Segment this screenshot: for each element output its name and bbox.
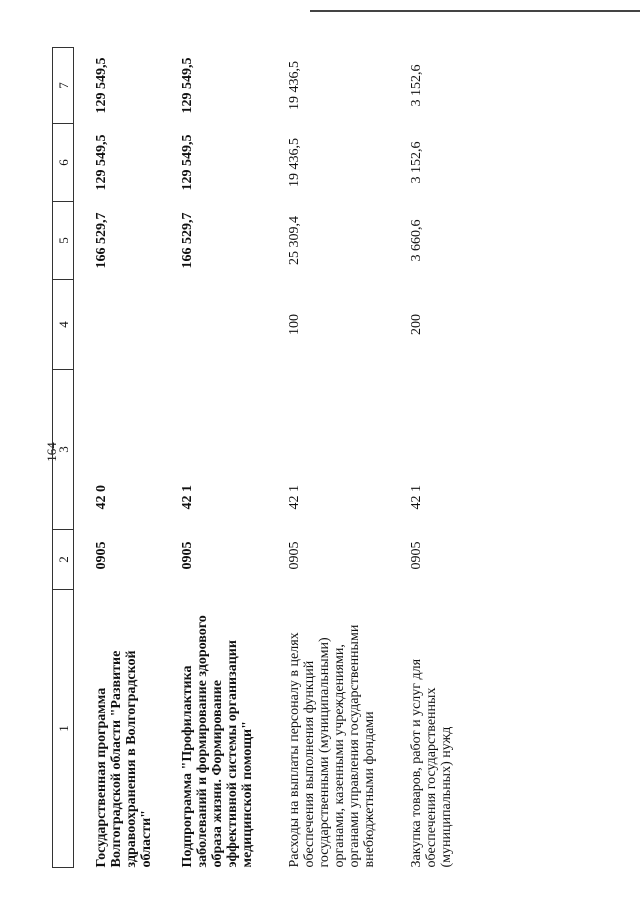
row-program-code: 42 1 <box>180 485 195 510</box>
row-value-col7: 129 549,5 <box>180 57 195 114</box>
header-cell-6: 6 <box>53 124 74 202</box>
row-program-code: 42 0 <box>94 485 109 510</box>
row-section-code: 0905 <box>180 541 195 570</box>
header-cell-2: 2 <box>53 530 74 590</box>
row-section-code: 0905 <box>94 541 109 570</box>
row-value-col6: 129 549,5 <box>180 134 195 191</box>
row-program-code: 42 1 <box>409 485 424 510</box>
header-cell-7: 7 <box>53 48 74 124</box>
row-value-col5: 25 309,4 <box>287 216 302 265</box>
row-value-col5: 3 660,6 <box>409 219 424 262</box>
row-value-col6: 129 549,5 <box>94 134 109 191</box>
header-cell-1: 1 <box>53 590 74 868</box>
row-name: Государственная программа Волгоградской области "Развитие здравоохранения в Волгоградской области" <box>94 650 154 868</box>
row-name: Закупка товаров, работ и услуг для обеспечения государственных (муниципальных) нужд <box>409 658 454 868</box>
budget-table <box>52 47 456 868</box>
row-value-col5: 166 529,7 <box>180 212 195 269</box>
row-program-code: 42 1 <box>287 485 302 510</box>
row-name: Подпрограмма "Профилактика заболеваний и формирование здорового образа жизни. Формирование эффективной системы организации медицинской помощи" <box>180 615 255 868</box>
row-expense-type <box>156 280 257 370</box>
rotated-page <box>52 28 634 868</box>
row-expense-type: 200 <box>409 314 424 335</box>
row-name: Расходы на выплаты персоналу в целях обеспечения выполнения функций государственными (муниципальными) органами, казенными учреждениями, органами управления государственными внебюджетными фондами <box>287 624 377 868</box>
row-value-col6: 3 152,6 <box>409 141 424 184</box>
header-cell-3: 3 <box>53 370 74 530</box>
row-section-code: 0905 <box>287 541 302 570</box>
header-row <box>53 48 74 868</box>
top-rule <box>310 10 640 12</box>
header-cell-5: 5 <box>53 202 74 280</box>
row-value-col5: 166 529,7 <box>94 212 109 269</box>
row-expense-type <box>74 280 157 370</box>
table-row <box>257 48 379 868</box>
row-value-col7: 129 549,5 <box>94 57 109 114</box>
table-row <box>156 48 257 868</box>
row-value-col7: 3 152,6 <box>409 64 424 107</box>
page-number: 164 <box>44 442 59 462</box>
table-row <box>379 48 456 868</box>
row-section-code: 0905 <box>409 541 424 570</box>
table-row <box>74 48 157 868</box>
row-value-col6: 19 436,5 <box>287 138 302 187</box>
header-cell-4: 4 <box>53 280 74 370</box>
row-value-col7: 19 436,5 <box>287 61 302 110</box>
row-expense-type: 100 <box>287 314 302 335</box>
